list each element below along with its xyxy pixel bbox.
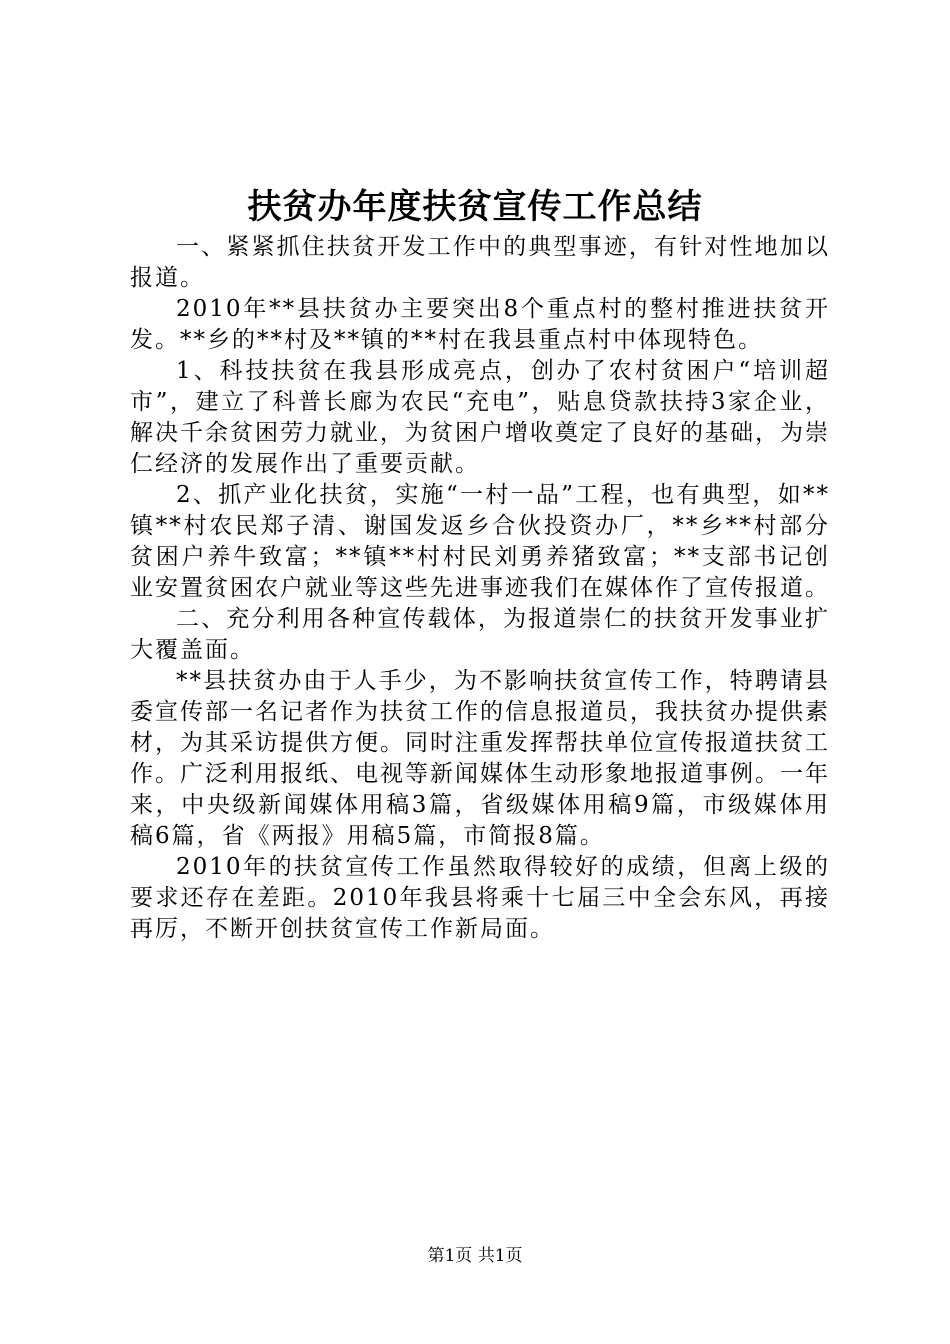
paragraph-section-one-heading: 一、紧紧抓住扶贫开发工作中的典型事迹，有针对性地加以报道。 xyxy=(130,234,830,291)
paragraph-industrial-poverty-relief: 2、抓产业化扶贫，实施“一村一品”工程，也有典型，如**镇**村农民郑子清、谢国发返乡合伙投资办厂，**乡**村部分贫困户养牛致富；**镇**村村民刘勇养猪致富；**支部书记创业安置贫困农户就业等这些先进事迹我们在媒体作了宣传报道。 xyxy=(130,482,831,601)
paragraph-tech-poverty-relief: 1、科技扶贫在我县形成亮点，创办了农村贫困户“培训超市”，建立了科普长廊为农民“充电”，贴息贷款扶持3家企业，解决千余贫困劳力就业，为贫困户增收奠定了良好的基础，为崇仁经济的发展作出了重要贡献。 xyxy=(130,358,830,477)
page-footer: 第1页 共1页 xyxy=(427,1246,523,1266)
paragraph-media-reporting: **县扶贫办由于人手少，为不影响扶贫宣传工作，特聘请县委宣传部一名记者作为扶贫工作的信息报道员，我扶贫办提供素材，为其采访提供方便。同时注重发挥帮扶单位宣传报道扶贫工作。广泛利用报纸、电视等新闻媒体生动形象地报道事例。一年来，中央级新闻媒体用稿3篇，省级媒体用稿9篇，市级媒体用稿6篇，省《两报》用稿5篇，市简报8篇。 xyxy=(130,668,830,849)
paragraph-conclusion: 2010年的扶贫宣传工作虽然取得较好的成绩，但离上级的要求还存在差距。2010年我县将乘十七届三中全会东风，再接再厉，不断开创扶贫宣传工作新局面。 xyxy=(130,854,830,942)
document-body xyxy=(130,232,830,945)
paragraph-key-villages: 2010年**县扶贫办主要突出8个重点村的整村推进扶贫开发。**乡的**村及**镇的**村在我县重点村中体现特色。 xyxy=(130,296,830,353)
paragraph-section-two-heading: 二、充分利用各种宣传载体，为报道崇仁的扶贫开发事业扩大覆盖面。 xyxy=(130,606,830,663)
document-title: 扶贫办年度扶贫宣传工作总结 xyxy=(247,187,703,227)
